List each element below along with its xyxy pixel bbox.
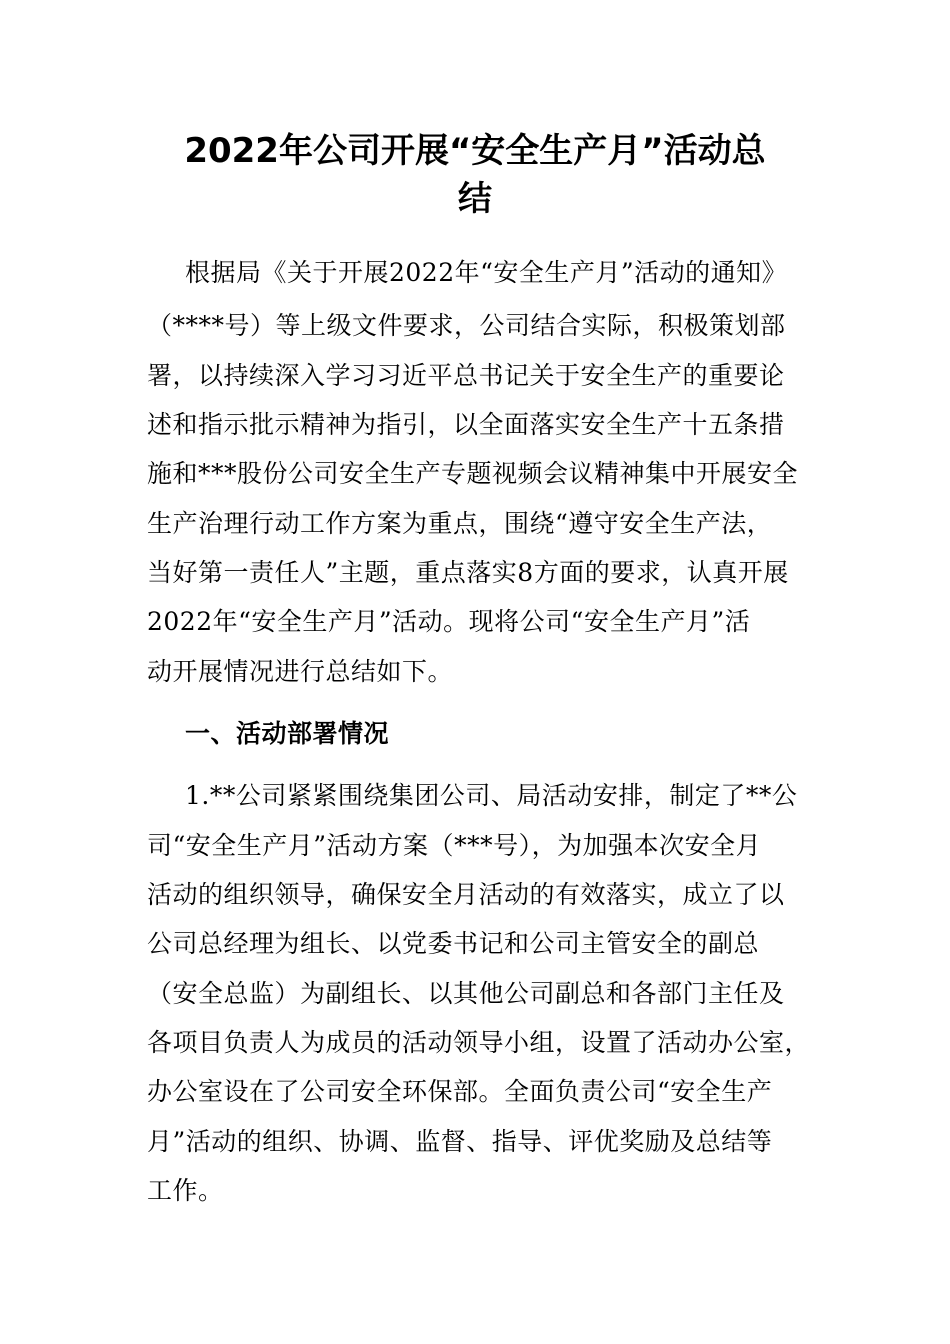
- section-paragraph-line: 月”活动的组织、协调、监督、指导、评优奖励及总结等: [147, 1127, 773, 1156]
- section-heading: 一、活动部署情况: [185, 719, 390, 748]
- section-paragraph-line: 1.**公司紧紧围绕集团公司、局活动安排，制定了**公: [185, 781, 798, 810]
- intro-paragraph-line: 当好第一责任人”主题，重点落实8方面的要求，认真开展: [147, 558, 789, 587]
- intro-paragraph-line: （****号）等上级文件要求，公司结合实际，积极策划部: [147, 311, 786, 340]
- document-title-line-2: 结: [458, 179, 492, 219]
- intro-paragraph-line: 述和指示批示精神为指引，以全面落实安全生产十五条措: [147, 410, 785, 439]
- section-paragraph-line: （安全总监）为副组长、以其他公司副总和各部门主任及: [147, 979, 785, 1008]
- section-paragraph-line: 公司总经理为组长、以党委书记和公司主管安全的副总: [147, 929, 760, 958]
- intro-paragraph-line: 署，以持续深入学习习近平总书记关于安全生产的重要论: [147, 361, 785, 390]
- intro-paragraph-line: 生产治理行动工作方案为重点，围绕“遵守安全生产法，: [147, 509, 773, 538]
- document-title-line-1: 2022年公司开展“安全生产月”活动总: [184, 131, 766, 171]
- intro-paragraph-line: 施和***股份公司安全生产专题视频会议精神集中开展安全: [147, 459, 799, 488]
- section-paragraph-line: 活动的组织领导，确保安全月活动的有效落实，成立了以: [147, 880, 785, 909]
- intro-paragraph-line: 根据局《关于开展2022年“安全生产月”活动的通知》: [185, 258, 788, 287]
- intro-paragraph-line: 2022年“安全生产月”活动。现将公司“安全生产月”活: [147, 607, 751, 636]
- section-paragraph-line: 各项目负责人为成员的活动领导小组，设置了活动办公室，: [147, 1028, 811, 1057]
- section-paragraph-line: 司“安全生产月”活动方案（***号），为加强本次安全月: [147, 831, 762, 860]
- intro-paragraph-line: 动开展情况进行总结如下。: [147, 657, 454, 686]
- section-paragraph-line: 办公室设在了公司安全环保部。全面负责公司“安全生产: [147, 1077, 773, 1106]
- section-paragraph-line: 工作。: [147, 1176, 224, 1205]
